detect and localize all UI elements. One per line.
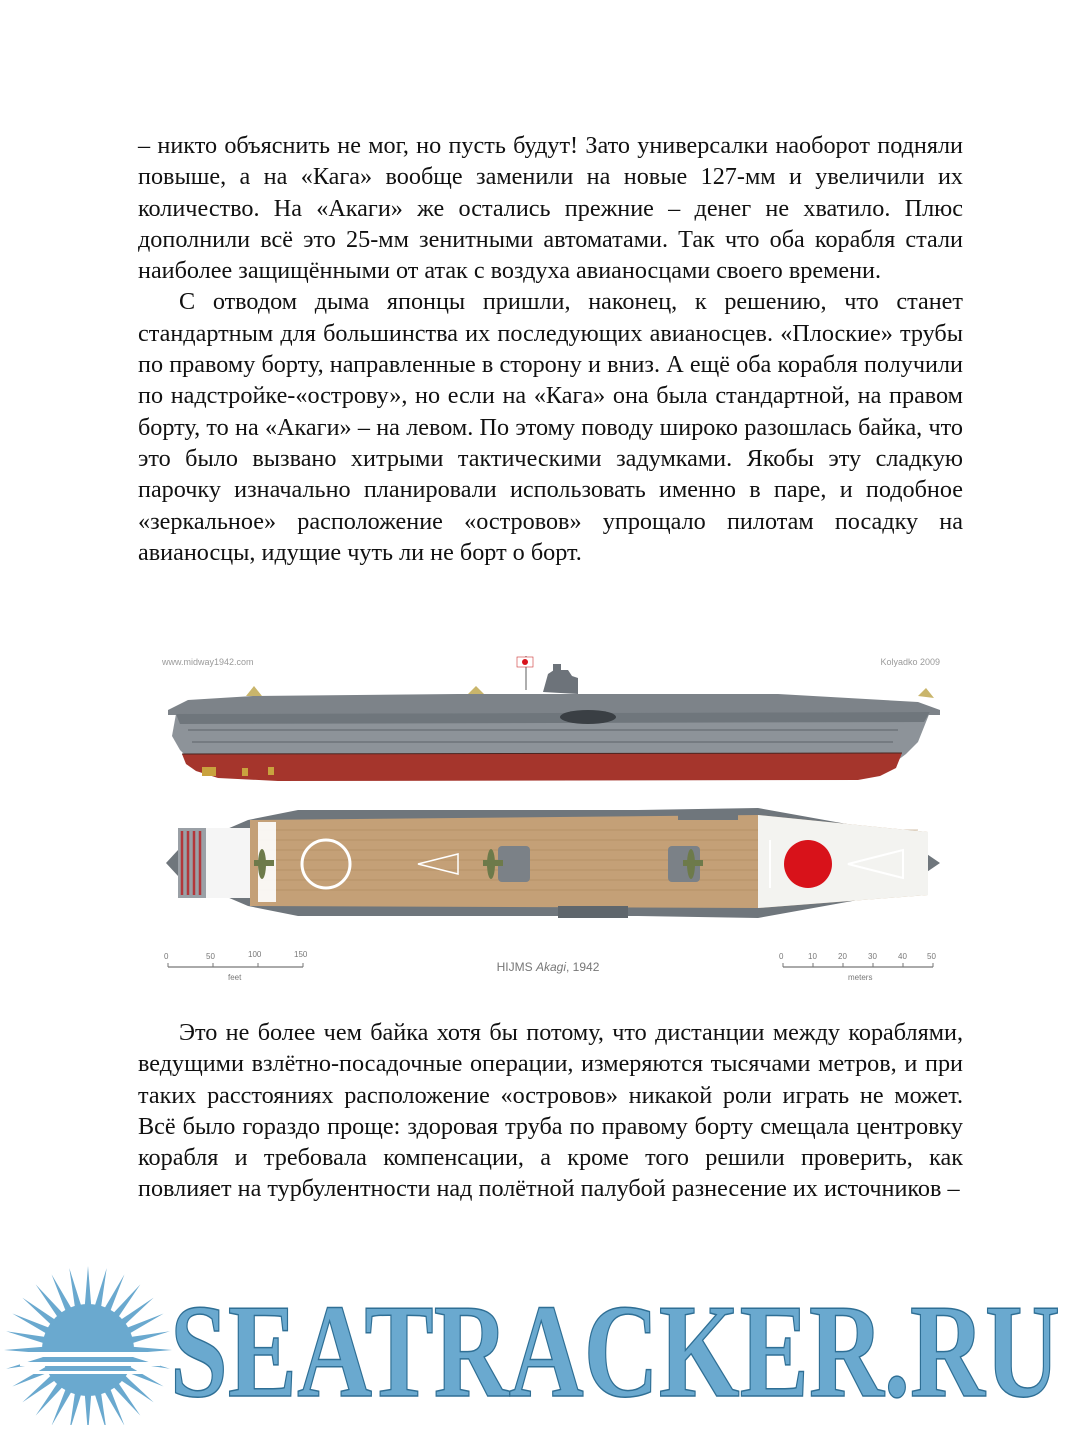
paragraph: Это не более чем байка хотя бы потому, что дистанции между кораблями, ведущими взлётно-посадочные операции, измеряются тысячами метров, и при таких расстояниях расположение «островов» никакой роли играть не может. Всё было гораздо проще: здоровая труба по правому борту смещала центровку корабля и требовала компенсации, а кроме того решили проверить, как повлияет на турбулентности над полётной палубой разнесение их источников – bbox=[138, 1019, 963, 1203]
sun-icon bbox=[4, 1266, 172, 1425]
tick-label: 50 bbox=[927, 952, 936, 961]
tick-label: 50 bbox=[206, 952, 215, 961]
tick-label: 30 bbox=[868, 952, 877, 961]
seatracker-logo bbox=[0, 1258, 1080, 1425]
figure-caption: HIJMS Akagi, 1942 bbox=[496, 960, 600, 974]
tick-label: 20 bbox=[838, 952, 847, 961]
deck-plan bbox=[166, 808, 940, 918]
logo-text: SEATRACKER.RU bbox=[170, 1277, 1060, 1425]
side-profile bbox=[168, 656, 940, 781]
deck-marking: ア bbox=[213, 841, 247, 881]
text-block-bottom bbox=[138, 1017, 963, 1205]
tick-label: 10 bbox=[808, 952, 817, 961]
watermark-right: Kolyadko 2009 bbox=[880, 657, 940, 667]
ship-illustration bbox=[158, 650, 948, 985]
tick-label: 40 bbox=[898, 952, 907, 961]
tick-label: 150 bbox=[294, 950, 308, 959]
sun-ray bbox=[84, 1266, 91, 1310]
scale-meters bbox=[779, 952, 936, 982]
unit-label: feet bbox=[228, 973, 242, 982]
watermark-left: www.midway1942.com bbox=[162, 657, 254, 667]
paragraph: – никто объяснить не мог, но пусть будут! Зато универсалки наоборот подняли повыше, а на «Кага» вообще заменили на новые 127-мм и увеличили их количество. На «Акаги» же остались прежние – денег не хватило. Плюс дополнили всё это 25-мм зенитными автоматами. Так что оба корабля стали наиболее защищёнными от атак с воздуха авианосцами своего времени. bbox=[138, 132, 963, 285]
text-block-top bbox=[138, 130, 963, 568]
tick-label: 0 bbox=[164, 952, 169, 961]
unit-label: meters bbox=[848, 973, 873, 982]
paragraph: С отводом дыма японцы пришли, наконец, к решению, что станет стандартным для большинства их последующих авианосцев. «Плоские» трубы по правому борту, направленные в сторону и вниз. А ещё оба корабля получили по надстройке-«острову», но если на «Кага» она была стандартной, на правом борту, то на «Акаги» – на левом. По этому поводу широко разошлась байка, что это было вызвано хитрыми тактическими задумками. Якобы эту сладкую парочку изначально планировали использовать именно в паре, и подобное «зеркальное» расположение «островов» упрощало пилотам посадку на авианосцы, идущие чуть ли не борт о борт. bbox=[138, 288, 963, 566]
tick-label: 0 bbox=[779, 952, 784, 961]
tick-label: 100 bbox=[248, 950, 262, 959]
scale-feet bbox=[164, 950, 308, 982]
